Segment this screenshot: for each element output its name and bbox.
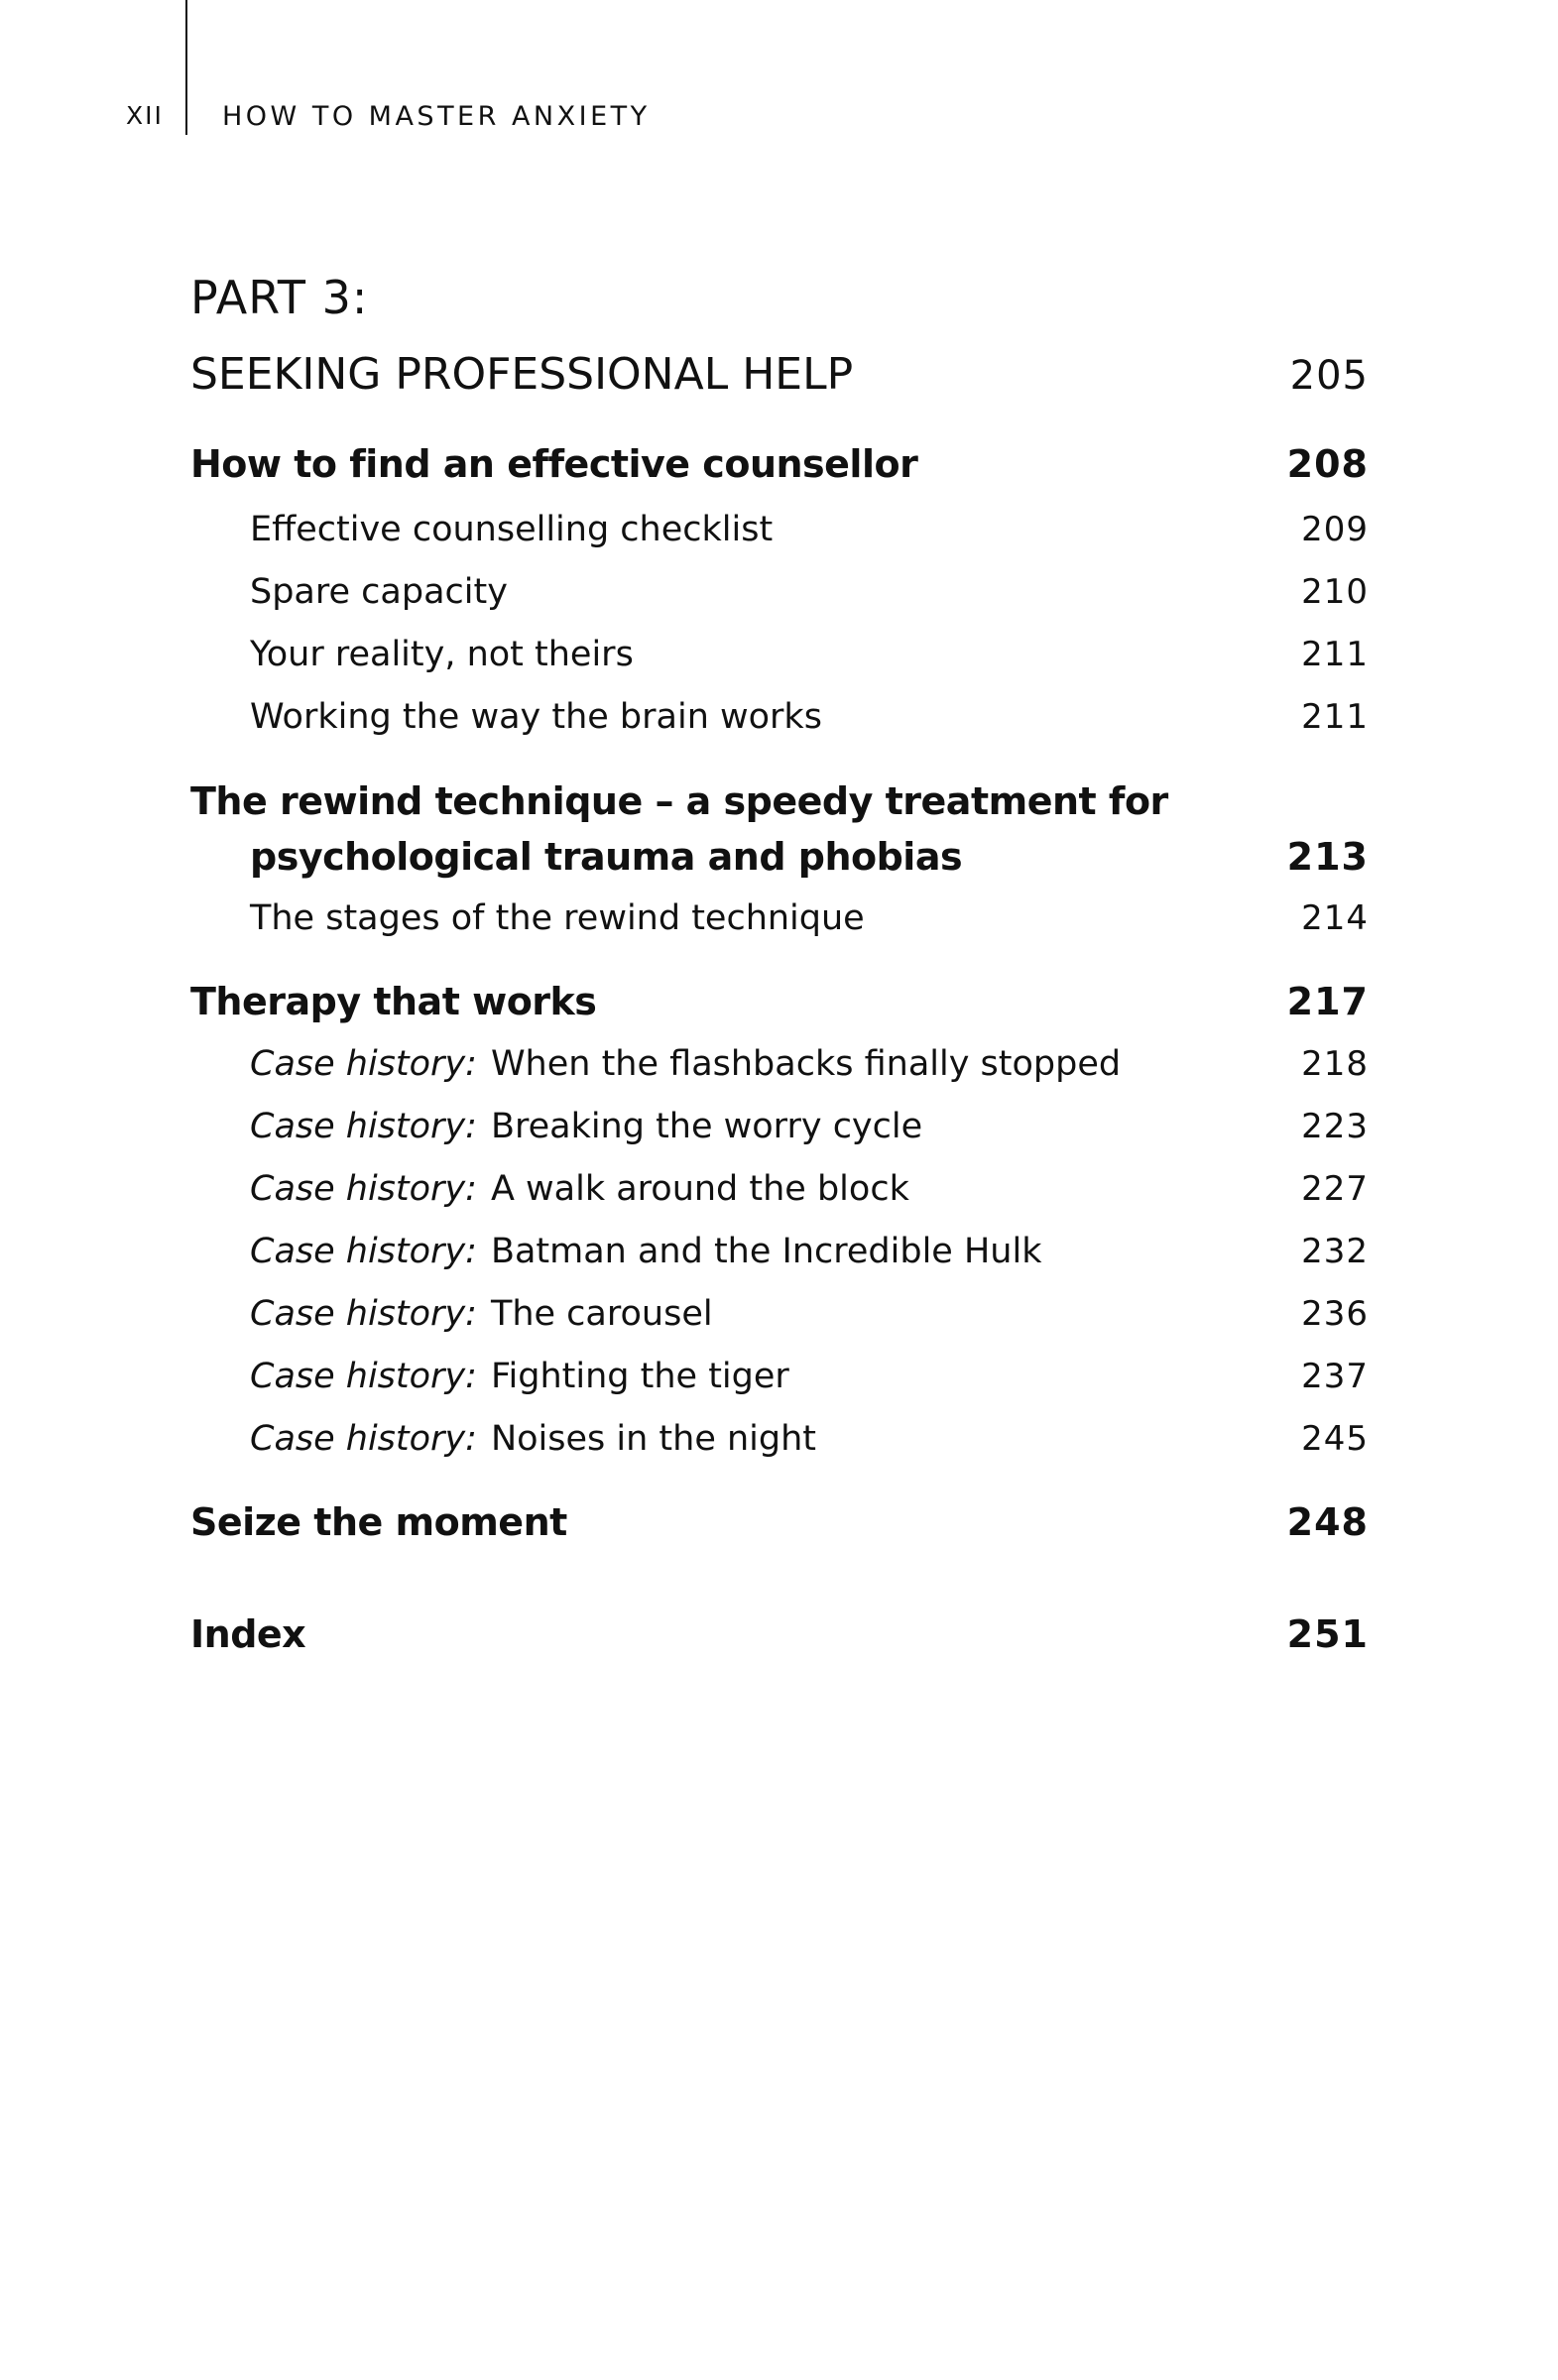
section-title-line1[interactable]: The rewind technique – a speedy treatment for [190, 779, 1168, 823]
subentry-title: Working the way the brain works [250, 697, 822, 737]
toc-subentry[interactable] [250, 898, 1369, 938]
subentry-page-number: 214 [1301, 898, 1369, 938]
case-history-label: Case history: [250, 1107, 477, 1146]
subentry-title: Effective counselling checklist [250, 510, 774, 549]
case-title: Batman and the Incredible Hulk [490, 1232, 1042, 1271]
part-page-number: 205 [1289, 353, 1369, 399]
section-page-number: 217 [1286, 980, 1369, 1023]
section-page-number: 251 [1286, 1612, 1369, 1656]
toc-case-entry[interactable] [250, 1044, 1369, 1084]
subentry-page-number: 211 [1301, 697, 1369, 737]
subentry-page-number: 209 [1301, 510, 1369, 549]
case-history-label: Case history: [250, 1419, 477, 1459]
subentry-page-number: 210 [1301, 572, 1369, 612]
toc-section-entry[interactable] [250, 835, 1369, 879]
case-page-number: 245 [1301, 1419, 1369, 1459]
toc-case-entry[interactable] [250, 1357, 1369, 1396]
case-title: Fighting the tiger [490, 1357, 789, 1396]
toc-subentry[interactable] [250, 510, 1369, 549]
section-title: Therapy that works [190, 980, 597, 1023]
case-history-label: Case history: [250, 1232, 477, 1271]
case-page-number: 223 [1301, 1107, 1369, 1146]
case-history-label: Case history: [250, 1294, 477, 1334]
subentry-title: Spare capacity [250, 572, 508, 612]
case-page-number: 237 [1301, 1357, 1369, 1396]
case-page-number: 236 [1301, 1294, 1369, 1334]
toc-section-entry[interactable] [190, 980, 1369, 1023]
toc-case-entry[interactable] [250, 1294, 1369, 1334]
toc-subentry[interactable] [250, 572, 1369, 612]
running-head: HOW TO MASTER ANXIETY [222, 101, 651, 132]
case-page-number: 218 [1301, 1044, 1369, 1084]
part-label: PART 3: [190, 271, 369, 324]
case-title: A walk around the block [490, 1169, 909, 1209]
case-page-number: 227 [1301, 1169, 1369, 1209]
toc-case-entry[interactable] [250, 1232, 1369, 1271]
page-folio: XII [126, 101, 164, 130]
case-history-label: Case history: [250, 1169, 477, 1209]
case-title: Breaking the worry cycle [490, 1107, 923, 1146]
toc-section-entry[interactable] [190, 1500, 1369, 1544]
case-history-label: Case history: [250, 1357, 477, 1396]
toc-section-entry[interactable] [190, 442, 1369, 486]
case-page-number: 232 [1301, 1232, 1369, 1271]
subentry-page-number: 211 [1301, 635, 1369, 674]
section-page-number: 213 [1286, 835, 1369, 879]
section-title: How to find an effective counsellor [190, 442, 918, 486]
section-page-number: 248 [1286, 1500, 1369, 1544]
case-title: Noises in the night [490, 1419, 817, 1459]
toc-section-entry[interactable] [190, 1612, 1369, 1656]
subentry-title: The stages of the rewind technique [250, 898, 865, 938]
case-title: The carousel [490, 1294, 713, 1334]
section-title: Index [190, 1612, 306, 1656]
toc-case-entry[interactable] [250, 1169, 1369, 1209]
toc-case-entry[interactable] [250, 1419, 1369, 1459]
toc-subentry[interactable] [250, 697, 1369, 737]
header-divider [185, 0, 187, 135]
case-title: When the flashbacks finally stopped [490, 1044, 1122, 1084]
subentry-title: Your reality, not theirs [250, 635, 634, 674]
part-title: SEEKING PROFESSIONAL HELP [190, 349, 854, 400]
toc-case-entry[interactable] [250, 1107, 1369, 1146]
case-history-label: Case history: [250, 1044, 477, 1084]
toc-part-entry[interactable] [190, 349, 1369, 400]
section-title-line2: psychological trauma and phobias [250, 835, 963, 879]
toc-subentry[interactable] [250, 635, 1369, 674]
section-page-number: 208 [1286, 442, 1369, 486]
section-title: Seize the moment [190, 1500, 567, 1544]
